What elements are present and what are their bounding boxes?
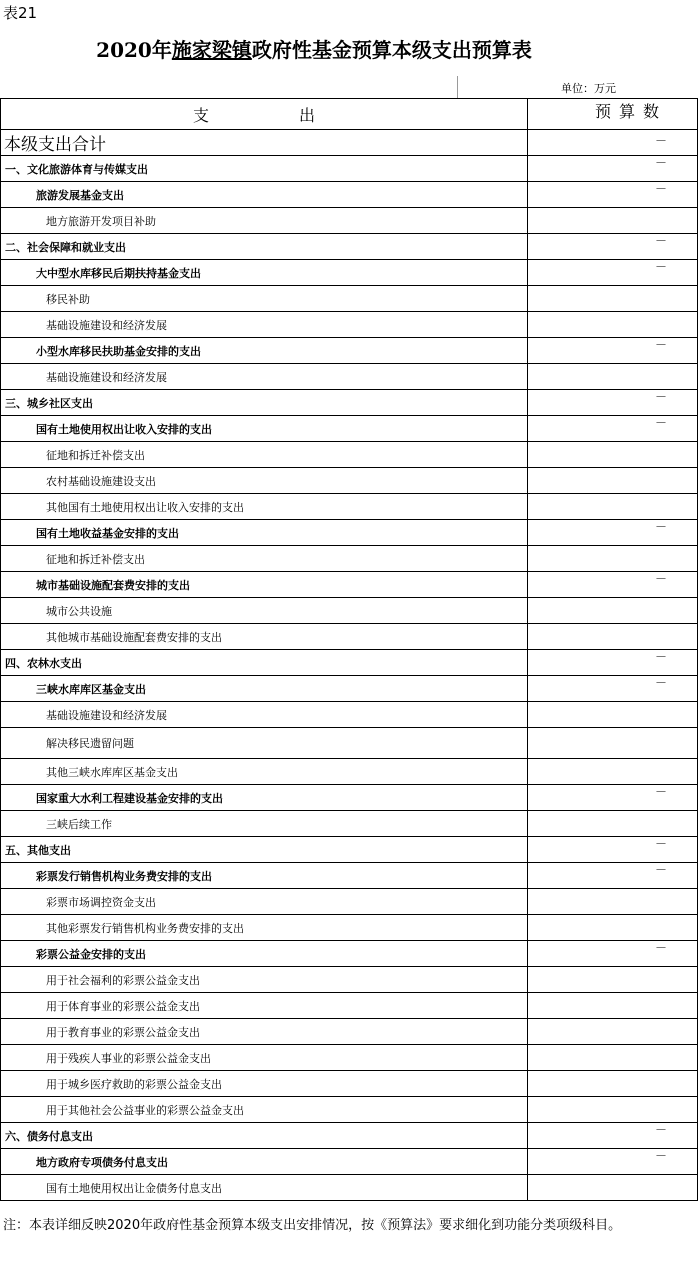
row-value-text: －: [654, 260, 667, 274]
row-value: [528, 1175, 698, 1201]
row-value-text: －: [654, 650, 667, 664]
row-value-text: －: [654, 785, 667, 799]
row-value-text: －: [654, 941, 667, 955]
table-row: [1, 759, 698, 785]
table-row: [1, 1045, 698, 1071]
row-label: 基础设施建设和经济发展: [1, 702, 528, 728]
row-value: [528, 676, 698, 702]
row-label: 国家重大水利工程建设基金安排的支出: [1, 785, 528, 811]
row-value: [528, 785, 698, 811]
row-value: [528, 624, 698, 650]
table-row: [1, 967, 698, 993]
table-row: [1, 837, 698, 863]
row-value: [528, 312, 698, 338]
table-header-row: [1, 99, 698, 130]
row-value: [528, 863, 698, 889]
table-row: [1, 468, 698, 494]
row-value: [528, 811, 698, 837]
table-row: [1, 676, 698, 702]
row-label: 六、债务付息支出: [1, 1123, 528, 1149]
row-label: 地方政府专项债务付息支出: [1, 1149, 528, 1175]
row-label: 城市基础设施配套费安排的支出: [1, 572, 528, 598]
row-value: [528, 1045, 698, 1071]
row-label: 国有土地收益基金安排的支出: [1, 520, 528, 546]
page-title: [0, 34, 628, 63]
row-label: 小型水库移民扶助基金安排的支出: [1, 338, 528, 364]
table-row: [1, 941, 698, 967]
row-value-text: －: [654, 338, 667, 352]
row-value-text: －: [654, 676, 667, 690]
row-value: [528, 728, 698, 759]
table-row: [1, 863, 698, 889]
table-row: [1, 702, 698, 728]
row-label: 三峡后续工作: [1, 811, 528, 837]
table-row: [1, 364, 698, 390]
table-row: [1, 1149, 698, 1175]
row-label: 用于残疾人事业的彩票公益金支出: [1, 1045, 528, 1071]
row-value-text: －: [654, 156, 667, 170]
table-row: [1, 520, 698, 546]
row-value: [528, 837, 698, 863]
row-value: [528, 889, 698, 915]
table-row: [1, 572, 698, 598]
table-row: [1, 785, 698, 811]
row-label: 旅游发展基金支出: [1, 182, 528, 208]
row-value-text: －: [654, 234, 667, 248]
table-row: [1, 390, 698, 416]
unit-label: 单位：万元: [561, 82, 616, 95]
table-row: [1, 1097, 698, 1123]
row-label: 其他城市基础设施配套费安排的支出: [1, 624, 528, 650]
row-label: 用于城乡医疗救助的彩票公益金支出: [1, 1071, 528, 1097]
row-value-text: －: [654, 1149, 667, 1163]
row-label: 三、城乡社区支出: [1, 390, 528, 416]
row-value: [528, 1097, 698, 1123]
table-row: [1, 650, 698, 676]
row-value: [528, 993, 698, 1019]
row-value: [528, 234, 698, 260]
row-value: [528, 416, 698, 442]
row-label: 国有土地使用权出让收入安排的支出: [1, 416, 528, 442]
row-label: 五、其他支出: [1, 837, 528, 863]
row-label: 二、社会保障和就业支出: [1, 234, 528, 260]
table-row: [1, 286, 698, 312]
table-row: [1, 915, 698, 941]
row-value-text: －: [654, 1123, 667, 1137]
row-label: 其他彩票发行销售机构业务费安排的支出: [1, 915, 528, 941]
table-row: [1, 312, 698, 338]
row-label: 其他国有土地使用权出让收入安排的支出: [1, 494, 528, 520]
table-number: 表21: [3, 4, 38, 22]
table-row: [1, 182, 698, 208]
row-value-text: －: [654, 390, 667, 404]
row-value-text: －: [654, 416, 667, 430]
table-row: [1, 442, 698, 468]
row-value: [528, 364, 698, 390]
row-label: 解决移民遗留问题: [1, 728, 528, 759]
row-label: 地方旅游开发项目补助: [1, 208, 528, 234]
row-label: 基础设施建设和经济发展: [1, 312, 528, 338]
row-label: 用于教育事业的彩票公益金支出: [1, 1019, 528, 1045]
row-value: [528, 967, 698, 993]
table-row: [1, 889, 698, 915]
unit-row: [0, 76, 628, 98]
row-value: [528, 208, 698, 234]
row-label: 彩票发行销售机构业务费安排的支出: [1, 863, 528, 889]
table-row: [1, 1019, 698, 1045]
row-value: [528, 442, 698, 468]
table-row: [1, 338, 698, 364]
row-label: 用于体育事业的彩票公益金支出: [1, 993, 528, 1019]
row-label: 一、文化旅游体育与传媒支出: [1, 156, 528, 182]
row-label: 城市公共设施: [1, 598, 528, 624]
row-value: [528, 338, 698, 364]
row-value: [528, 494, 698, 520]
table-row: [1, 260, 698, 286]
row-value: [528, 156, 698, 182]
row-value: [528, 1123, 698, 1149]
total-value: －: [528, 130, 698, 156]
row-label: 用于其他社会公益事业的彩票公益金支出: [1, 1097, 528, 1123]
row-value-text: －: [654, 572, 667, 586]
title-rest: 政府性基金预算本级支出预算表: [251, 38, 532, 62]
row-value: [528, 1019, 698, 1045]
header-expenditure: 支出: [1, 99, 528, 130]
row-label: 其他三峡水库库区基金支出: [1, 759, 528, 785]
row-label: 大中型水库移民后期扶持基金支出: [1, 260, 528, 286]
table-row: [1, 156, 698, 182]
row-label: 彩票市场调控资金支出: [1, 889, 528, 915]
row-label: 国有土地使用权出让金债务付息支出: [1, 1175, 528, 1201]
expenditure-table: [0, 98, 698, 1201]
table-row: [1, 811, 698, 837]
row-value: [528, 260, 698, 286]
row-value: [528, 1149, 698, 1175]
table-row: [1, 1123, 698, 1149]
row-label: 用于社会福利的彩票公益金支出: [1, 967, 528, 993]
total-row: [1, 130, 698, 156]
row-value: [528, 468, 698, 494]
row-value: [528, 286, 698, 312]
row-value: [528, 572, 698, 598]
row-label: 农村基础设施建设支出: [1, 468, 528, 494]
table-row: [1, 234, 698, 260]
table-row: [1, 1071, 698, 1097]
row-label: 征地和拆迁补偿支出: [1, 546, 528, 572]
table-row: [1, 208, 698, 234]
row-label: 四、农林水支出: [1, 650, 528, 676]
row-value: [528, 546, 698, 572]
row-label: 征地和拆迁补偿支出: [1, 442, 528, 468]
row-label: 彩票公益金安排的支出: [1, 941, 528, 967]
table-row: [1, 494, 698, 520]
row-value-text: －: [654, 837, 667, 851]
row-label: 移民补助: [1, 286, 528, 312]
table-row: [1, 1175, 698, 1201]
table-row: [1, 416, 698, 442]
table-row: [1, 993, 698, 1019]
row-value: [528, 520, 698, 546]
total-label: 本级支出合计: [1, 130, 528, 156]
row-value: [528, 702, 698, 728]
table-row: [1, 624, 698, 650]
row-value: [528, 759, 698, 785]
title-town: 施家梁镇: [171, 38, 252, 62]
row-label: 基础设施建设和经济发展: [1, 364, 528, 390]
title-year: 2020年: [96, 38, 172, 62]
table-row: [1, 546, 698, 572]
row-value-text: －: [654, 520, 667, 534]
unit-divider: [457, 76, 458, 98]
row-value: [528, 1071, 698, 1097]
row-value-text: －: [654, 182, 667, 196]
row-value: [528, 650, 698, 676]
table-row: [1, 728, 698, 759]
row-value: [528, 915, 698, 941]
row-value: [528, 390, 698, 416]
header-budget-amount: 预算数: [528, 99, 698, 130]
row-value: [528, 182, 698, 208]
row-value: [528, 598, 698, 624]
row-value-text: －: [654, 863, 667, 877]
row-label: 三峡水库库区基金支出: [1, 676, 528, 702]
row-value: [528, 941, 698, 967]
table-row: [1, 598, 698, 624]
footnote: 注：本表详细反映2020年政府性基金预算本级支出安排情况，按《预算法》要求细化到功能分类项级科目。: [3, 1218, 622, 1233]
